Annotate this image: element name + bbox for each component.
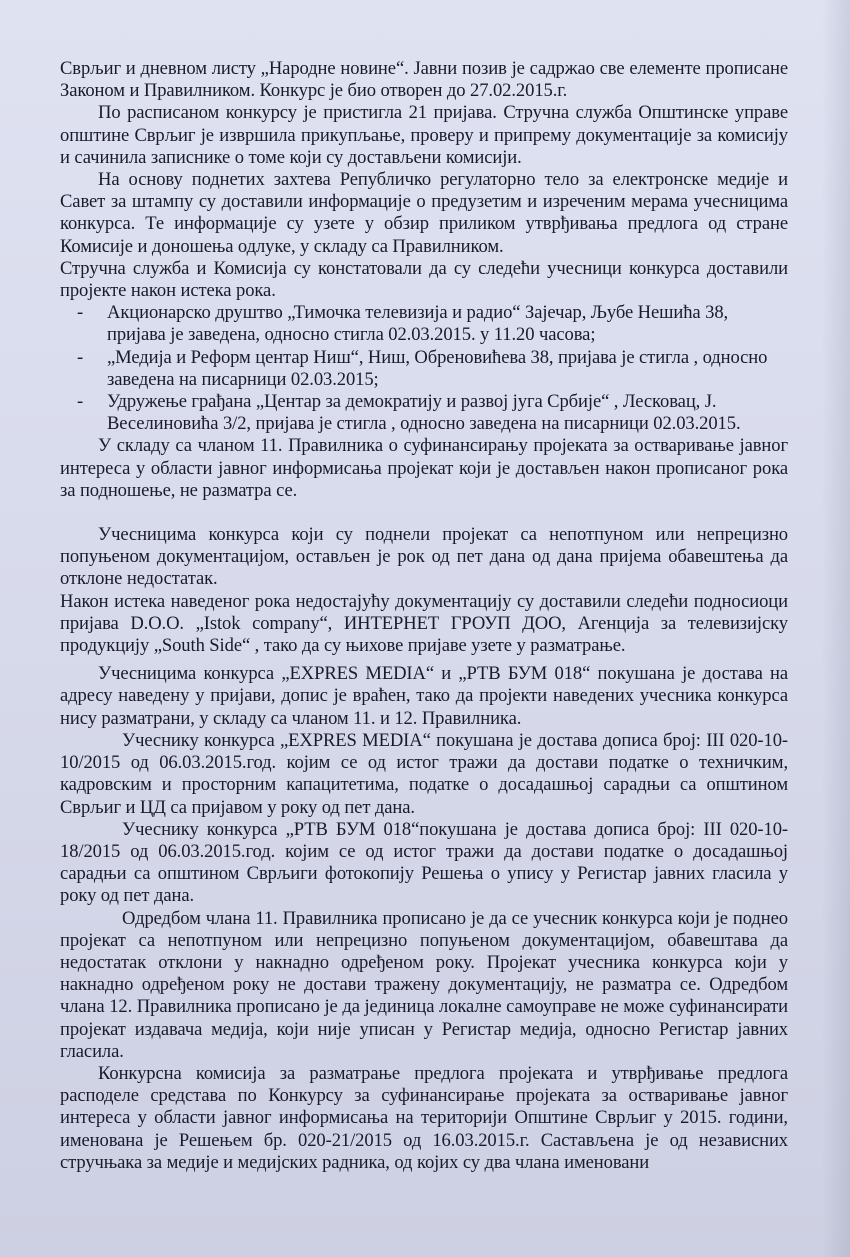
paragraph-expres-media: Учеснику конкурса „EXPRES MEDIA“ покушана је достава дописа број: III 020-10-10/2015 од 06.03.2015.год. којим се од истог тражи да достави податке о техничким, кадровским и просторним капацитетима, податке о досадашњој сарадњи са општином Сврљиг и ЦД са пријавом у року од пет дана. — [60, 729, 788, 818]
list-item: - Акционарско друштво „Тимочка телевизија и радио“ Зајечар, Љубе Нешића 38, пријава је заведена, односно стигла 02.03.2015. у 11.20 часова; — [107, 302, 788, 346]
paragraph-article-11: У складу са чланом 11. Правилника о суфинансирању пројеката за остваривање јавног интереса у области јавног информисања пројекат који је достављен након прописаног рока за подношење, не разматра се. — [60, 435, 788, 501]
paragraph-commission: Конкурсна комисија за разматрање предлога пројеката и утврђивање предлога расподеле средстава по Конкурсу за суфинансирање пројеката за остваривање јавног интереса у области јавног информисања на територији Општине Сврљиг у 2015. години, именована је Решењем бр. 020-21/2015 од 16.03.2015.г. Састављена је од независних стручњака за медије и медијских радника, од којих су два члана именовани — [60, 1062, 788, 1173]
paragraph-late-submissions: Стручна служба и Комисија су констатовали да су следећи учесници конкурса доставили пројекте након истека рока. — [60, 257, 788, 302]
paragraph-delivery-attempted: Учесницима конкурса „EXPRES MEDIA“ и „РТВ БУМ 018“ покушана је достава на адресу наведену у пријави, допис је враћен, тако да пројекти наведених учесника конкурса нису разматрани, у складу са чланом 11. и 12. Правилника. — [60, 663, 788, 729]
paragraph-incomplete-documentation: Учесницима конкурса који су поднели пројекат са непотпуном или непрецизно попуњеном документацијом, остављен је рок од пет дана од дана пријема обавештења да отклоне недостатак. — [60, 524, 788, 590]
paragraph-applications-received: По расписаном конкурсу је пристигла 21 пријава. Стручна служба Општинске управе општине Сврљиг је извршила прикупљање, проверу и припрему документације за комисију и сачинила записнике о томе који су достављени комисији. — [60, 102, 788, 168]
list-item: - Удружење грађана „Центар за демократију и развој југа Србије“ , Лесковац, Ј. Веселиновића 3/2, пријава је стигла , односно заведена на писарници 02.03.2015. — [107, 391, 788, 435]
spacer — [60, 502, 788, 524]
paragraph-documentation-submitted: Након истека наведеног рока недостајућу документацију су доставили следећи подносиоци пријава D.O.O. „Istok company“, ИНТЕРНЕТ ГРОУП ДОО, Агенција за телевизијску продукцију „South Side“ , тако да су њихове пријаве узете у разматрање. — [60, 590, 788, 657]
list-item: - „Медија и Реформ центар Ниш“, Ниш, Обреновићева 38, пријава је стигла , односно заведена на писарници 02.03.2015; — [107, 347, 788, 391]
paragraph-intro: Сврљиг и дневном листу „Народне новине“. Јавни позив је садржао све елементе прописане Законом и Правилником. Конкурс је био отворен до 27.02.2015.г. — [60, 58, 788, 102]
paragraph-regulator-information: На основу поднетих захтева Републичко регулаторно тело за електронске медије и Савет за штампу су доставили информације о предузетим и изреченим мерама учесницима конкурса. Те информације су узете у обзир приликом утврђивања предлога од стране Комисије и доношења одлуке, у складу са Правилником. — [60, 169, 788, 257]
page-edge-shadow — [822, 0, 850, 1257]
late-applicants-list — [60, 302, 788, 435]
paragraph-rules-articles: Одредбом члана 11. Правилника прописано је да се учесник конкурса који је поднео пројекат са непотпуном или непрецизно попуњеном документацијом, обавештава да недостатак отклони у накнадно одређеном року. Пројекат учесника конкурса који у накнадно одређеном року не достави тражену документацију, не разматра се. Одредбом члана 12. Правилника прописано је да јединица локалне самоуправе не може суфинансирати пројекат издавача медија, који није уписан у Регистар медија, односно Регистар јавних гласила. — [60, 907, 788, 1062]
paragraph-rtv-bum: Учеснику конкурса „РТВ БУМ 018“покушана је достава дописа број: III 020-10-18/2015 од 06.03.2015.год. којим се од истог тражи да достави податке о досадашњој сарадњи са општином Сврљиги фотокопију Решења о упису у Регистар јавних гласила у року од пет дана. — [60, 818, 788, 907]
